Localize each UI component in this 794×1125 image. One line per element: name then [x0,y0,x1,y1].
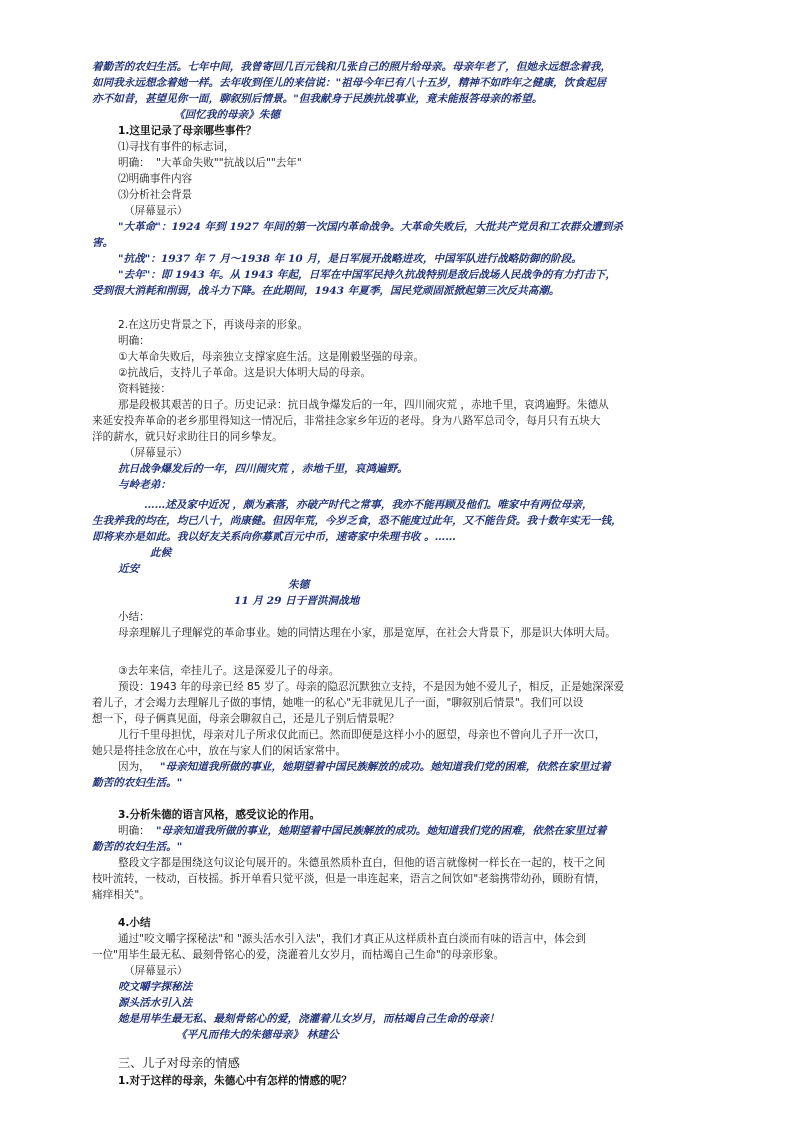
text-line: 如同我永远想念着她一样。去年收到侄儿的来信说："祖母今年已有八十五岁，精神不如昨年之健康，饮食起居 [92,77,607,89]
text-line: 即将来亦是如此。我以好友关系向你募贰百元中币，速寄家中朱理书收 。…… [92,531,456,543]
text-line: 着儿子，才会竭力去理解儿子做的事情，她唯一的私心"无非就见儿子一面，"聊叙别后情景"。我们可以设 [92,697,584,709]
text-line: 近安 [118,563,140,575]
link-label: 资料链接： [118,383,171,395]
text-line: 一位"用毕生最无私、最刻骨铭心的爱，浇灌着儿女岁月，而枯竭自己生命"的母亲形象。 [92,949,505,961]
text-line: 受到很大消耗和削弱，战斗力下降。在此期间，1943 年夏季，国民党顽固派掀起第三次反共高潮。 [92,285,560,297]
text-line: 想一下，母子俩真见面，母亲会聊叙自己，还是儿子别后情景呢？ [92,713,400,725]
screen-note: （屏幕显示） [124,965,188,977]
answer-label: 明确： [118,157,150,169]
text-line: 整段文字都是围绕这句议论句展开的。朱德虽然质朴直白，但他的语言就像树一样长在一起的，枝干之间 [118,857,606,869]
text-line: ⑴寻找有事件的标志词， [118,141,235,153]
text-line: 与岭老弟： [118,479,171,491]
text-line: 亦不如昔，甚望见你一面，聊叙别后情景。"但我献身于民族抗战事业，竟未能报答母亲的希望。 [92,93,543,105]
letter-signature: 朱德 [288,579,310,591]
text-line: ……述及家中近况 ，颇为紊落，亦破产时代之常事，我亦不能再顾及他们。唯家中有两位母亲， [144,499,593,511]
text-line: 抗日战争爆发后的一年，四川闹灾荒 ，赤地千里，哀鸿遍野。 [118,463,408,475]
text-line: 来延安投奔革命的老乡那里得知这一情况后，非常挂念家乡年迈的老母。身为八路军总司令，每月只有五块大 [92,415,601,427]
question-title: 4.小结 [118,917,151,929]
screen-note: （屏幕显示） [124,205,188,217]
summary-label: 小结： [118,611,150,623]
text-line: "母亲知道我所做的事业，她期望着中国民族解放的成功。她知道我们党的困难，依然在家里过着 [156,825,607,837]
text-line: 此候 [150,547,172,559]
question-title: 2.在这历史背景之下，再谈母亲的形象。 [118,319,309,331]
question-title: 3.分析朱德的语言风格，感受议论的作用。 [118,809,321,821]
text-line: 源头活水引入法 [118,997,193,1009]
answer-label: 明确： [118,825,150,837]
text-line: 着勤苦的农妇生活。七年中间，我曾寄回几百元钱和几张自己的照片给母亲。母亲年老了，但她永远想念着我， [92,61,612,73]
text-line: "去年"：即 1943 年。从 1943 年起，日军在中国军民持久抗战特别是敌后战场人民战争的有力打击下， [118,269,616,281]
text-line: 痛痒相关"。 [92,889,150,901]
text-line: ②抗战后，支持儿子革命。这是识大体明大局的母亲。 [118,367,372,379]
text-line: ③去年来信，牵挂儿子。这是深爱儿子的母亲。 [118,665,340,677]
answer-text: "大革命失败""抗战以后""去年" [156,157,302,169]
text-line: ⑶分析社会背景 [118,189,193,201]
text-line: "母亲知道我所做的事业，她期望着中国民族解放的成功。她知道我们党的困难，依然在家里过着 [160,761,611,773]
text-line: 咬文嚼字探秘法 [118,981,193,993]
text-line: 因为， [118,761,150,773]
text-line: 那是段极其艰苦的日子。历史记录：抗日战争爆发后的一年，四川闹灾荒 ，赤地千里，哀鸿遍野。朱德从 [118,399,609,411]
text-line: 她只是将挂念放在心中，放在与家人们的闲话家常中。 [92,745,347,757]
question-title: 1.这里记录了母亲哪些事件？ [118,125,257,137]
question-title: 1.对于这样的母亲，朱德心中有怎样的情感的呢？ [118,1075,352,1087]
source-citation: 《回忆我的母亲》朱德 [174,109,280,121]
source-citation: 《平凡而伟大的朱德母亲》 林建公 [176,1029,339,1041]
text-line: ①大革命失败后，母亲独立支撑家庭生活。这是刚毅坚强的母亲。 [118,351,425,363]
text-line: "抗战"：1937 年 7 月～1938 年 10 月，是日军展开战略进攻，中国军队进行战略防御的阶段。 [118,253,582,265]
text-line: 枝叶流转，一枝动，百枝摇。拆开单看只觉平淡，但是一串连起来，语言之间饮如"老翁携带幼孙，顾盼有情， [92,873,606,885]
text-line: 害。 [92,237,114,249]
text-line: "大革命"：1924 年到 1927 年间的第一次国内革命战争。大革命失败后，大批共产党员和工农群众遭到杀 [118,221,623,233]
section-heading: 三、儿子对母亲的情感 [118,1056,240,1070]
text-line: 勤苦的农妇生活。" [92,841,183,853]
text-line: 她是用毕生最无私、最刻骨铭心的爱，浇灌着儿女岁月，而枯竭自己生命的母亲！ [118,1013,500,1025]
text-line: ⑵明确事件内容 [118,173,193,185]
text-line: 通过"咬文嚼字探秘法"和 "源头活水引入法"，我们才真正从这样质朴直白淡而有味的语言中，体会到 [118,933,586,945]
text-line: 勤苦的农妇生活。" [92,777,183,789]
text-line: 洋的薪水，就只好求助往日的同乡挚友。 [92,431,283,443]
text-line: 母亲理解儿子理解党的革命事业。她的同情达理在小家，那是宽厚，在社会大背景下，那是识大体明大局。 [118,627,616,639]
text-line: 儿行千里母担忧，母亲对儿子所求仅此而已。然而即便是这样小小的愿望，母亲也不曾向儿子开一次口， [118,729,606,741]
text-line: 预设：1943 年的母亲已经 85 岁了。母亲的隐忍沉默独立支持，不是因为她不爱儿子，相反，正是她深深爱 [118,681,625,693]
letter-date: 11 月 29 日于晋洪洞战地 [234,595,360,607]
screen-note: （屏幕显示） [124,447,188,459]
answer-label: 明确： [118,335,150,347]
text-line: 生我养我的均在，均已八十，尚康健。但因年荒，今岁乏食，恐不能度过此年，又不能告贷。我十数年实无一钱， [92,515,622,527]
